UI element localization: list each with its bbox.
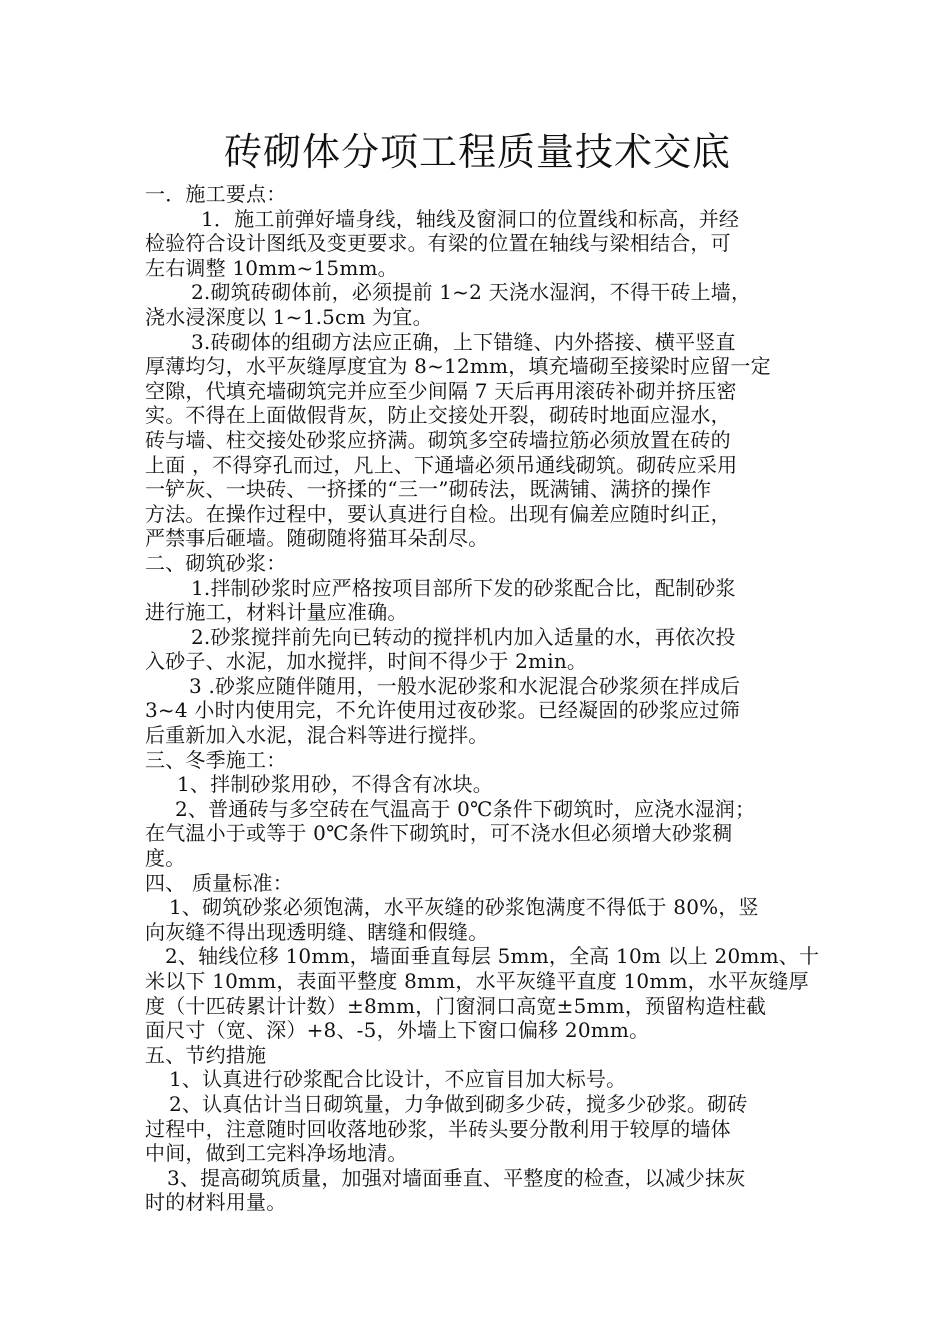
paragraph <box>145 895 810 944</box>
text-line: 3 .砂浆应随伴随用，一般水泥砂浆和水泥混合砂浆须在拌成后 <box>189 673 741 698</box>
paragraph <box>145 674 810 748</box>
paragraph <box>145 576 810 625</box>
document-page <box>145 128 820 1215</box>
text-line: 厚薄均匀，水平灰缝厚度宜为 8~12mm，填充墙砌至接梁时应留一定 <box>145 354 771 379</box>
text-line: 一铲灰、一块砖、一挤揉的“三一”砌砖法，既满铺、满挤的操作 <box>145 477 712 502</box>
text-line: 时的材料用量。 <box>145 1190 287 1215</box>
paragraph <box>145 1092 810 1166</box>
paragraph <box>145 772 810 797</box>
text-line: 3~4 小时内使用完，不允许使用过夜砂浆。已经凝固的砂浆应过筛 <box>145 698 740 723</box>
document-title: 砖砌体分项工程质量技术交底 <box>223 130 731 174</box>
section-heading: 三、冬季施工： <box>145 747 287 772</box>
paragraph <box>145 797 810 871</box>
text-line: 米以下 10mm，表面平整度 8mm，水平灰缝平直度 10mm，水平灰缝厚 <box>145 969 809 993</box>
paragraph <box>145 944 820 1043</box>
text-line: 中间，做到工完料净场地清。 <box>145 1141 408 1166</box>
text-line: 1、拌制砂浆用砂，不得含有冰块。 <box>177 772 493 797</box>
text-line: 2.砌筑砖砌体前，必须提前 1~2 天浇水湿润，不得干砖上墙， <box>191 280 752 305</box>
text-line: 进行施工，材料计量应准确。 <box>145 600 408 625</box>
paragraph <box>145 625 810 674</box>
text-line: 3.砖砌体的组砌方法应正确，上下错缝、内外搭接、横平竖直 <box>191 329 736 354</box>
paragraph <box>145 280 810 329</box>
text-line: 方法。在操作过程中，要认真进行自检。出现有偏差应随时纠正， <box>145 501 731 526</box>
text-line: 实。不得在上面做假背灰，防止交接处开裂，砌砖时地面应湿水， <box>145 403 731 428</box>
paragraph <box>145 207 810 281</box>
text-line: 3、提高砌筑质量，加强对墙面垂直、平整度的检查，以减少抹灰 <box>167 1165 746 1190</box>
paragraph <box>145 1067 810 1092</box>
text-line: 度。 <box>145 846 186 871</box>
section-heading: 二、砌筑砂浆： <box>145 550 287 575</box>
text-line: 面尺寸（宽、深）+8、-5，外墙上下窗口偏移 20mm。 <box>145 1018 650 1043</box>
text-line: 左右调整 10mm~15mm。 <box>145 255 398 280</box>
text-line: 度（十匹砖累计计数）±8mm，门窗洞口高宽±5mm，预留构造柱截 <box>145 993 767 1018</box>
text-line: 上面 ，不得穿孔而过，凡上、下通墙必须吊通线砌筑。砌砖应采用 <box>145 452 738 477</box>
text-line: 砖与墙、柱交接处砂浆应挤满。砌筑多空砖墙拉筋必须放置在砖的 <box>145 427 731 452</box>
text-line: 严禁事后砸墙。随砌随将猫耳朵刮尽。 <box>145 526 489 551</box>
text-line: 检验符合设计图纸及变更要求。有梁的位置在轴线与梁相结合，可 <box>145 231 731 256</box>
text-line: 后重新加入水泥，混合料等进行搅拌。 <box>145 723 489 748</box>
text-line: 2、普通砖与多空砖在气温高于 0℃条件下砌筑时，应浇水湿润； <box>175 796 756 821</box>
text-line: 过程中，注意随时回收落地砂浆，半砖头要分散利用于较厚的墙体 <box>145 1116 731 1141</box>
section-heading: 四、 质量标准： <box>145 870 293 895</box>
paragraph <box>145 330 810 551</box>
text-line: 1、砌筑砂浆必须饱满，水平灰缝的砂浆饱满度不得低于 80%，竖 <box>169 895 759 920</box>
text-line: 在气温小于或等于 0℃条件下砌筑时，可不浇水但必须增大砂浆稠 <box>145 821 733 846</box>
text-line: 2、轴线位移 10mm，墙面垂直每层 5mm，全高 10m 以上 20mm、十 <box>165 944 820 969</box>
text-line: 空隙，代填充墙砌筑完并应至少间隔 7 天后再用滚砖补砌并挤压密 <box>145 378 737 403</box>
text-line: 2.砂浆搅拌前先向已转动的搅拌机内加入适量的水，再依次投 <box>191 624 736 649</box>
paragraph <box>145 1166 810 1215</box>
text-line: 1、认真进行砂浆配合比设计，不应盲目加大标号。 <box>169 1067 627 1092</box>
text-line: 入砂子、水泥，加水搅拌，时间不得少于 2min。 <box>145 649 588 674</box>
text-line: 2、认真估计当日砌筑量，力争做到砌多少砖，搅多少砂浆。砌砖 <box>169 1091 748 1116</box>
text-line: 浇水浸深度以 1~1.5cm 为宜。 <box>145 304 433 329</box>
text-line: 1.拌制砂浆时应严格按项目部所下发的砂浆配合比，配制砂浆 <box>191 575 736 600</box>
section-heading: 一．施工要点： <box>145 182 287 206</box>
text-line: 向灰缝不得出现透明缝、瞎缝和假缝。 <box>145 919 489 944</box>
section-heading: 五、节约措施 <box>145 1042 267 1067</box>
text-line: 1．施工前弹好墙身线，轴线及窗洞口的位置线和标高，并经 <box>201 206 740 231</box>
